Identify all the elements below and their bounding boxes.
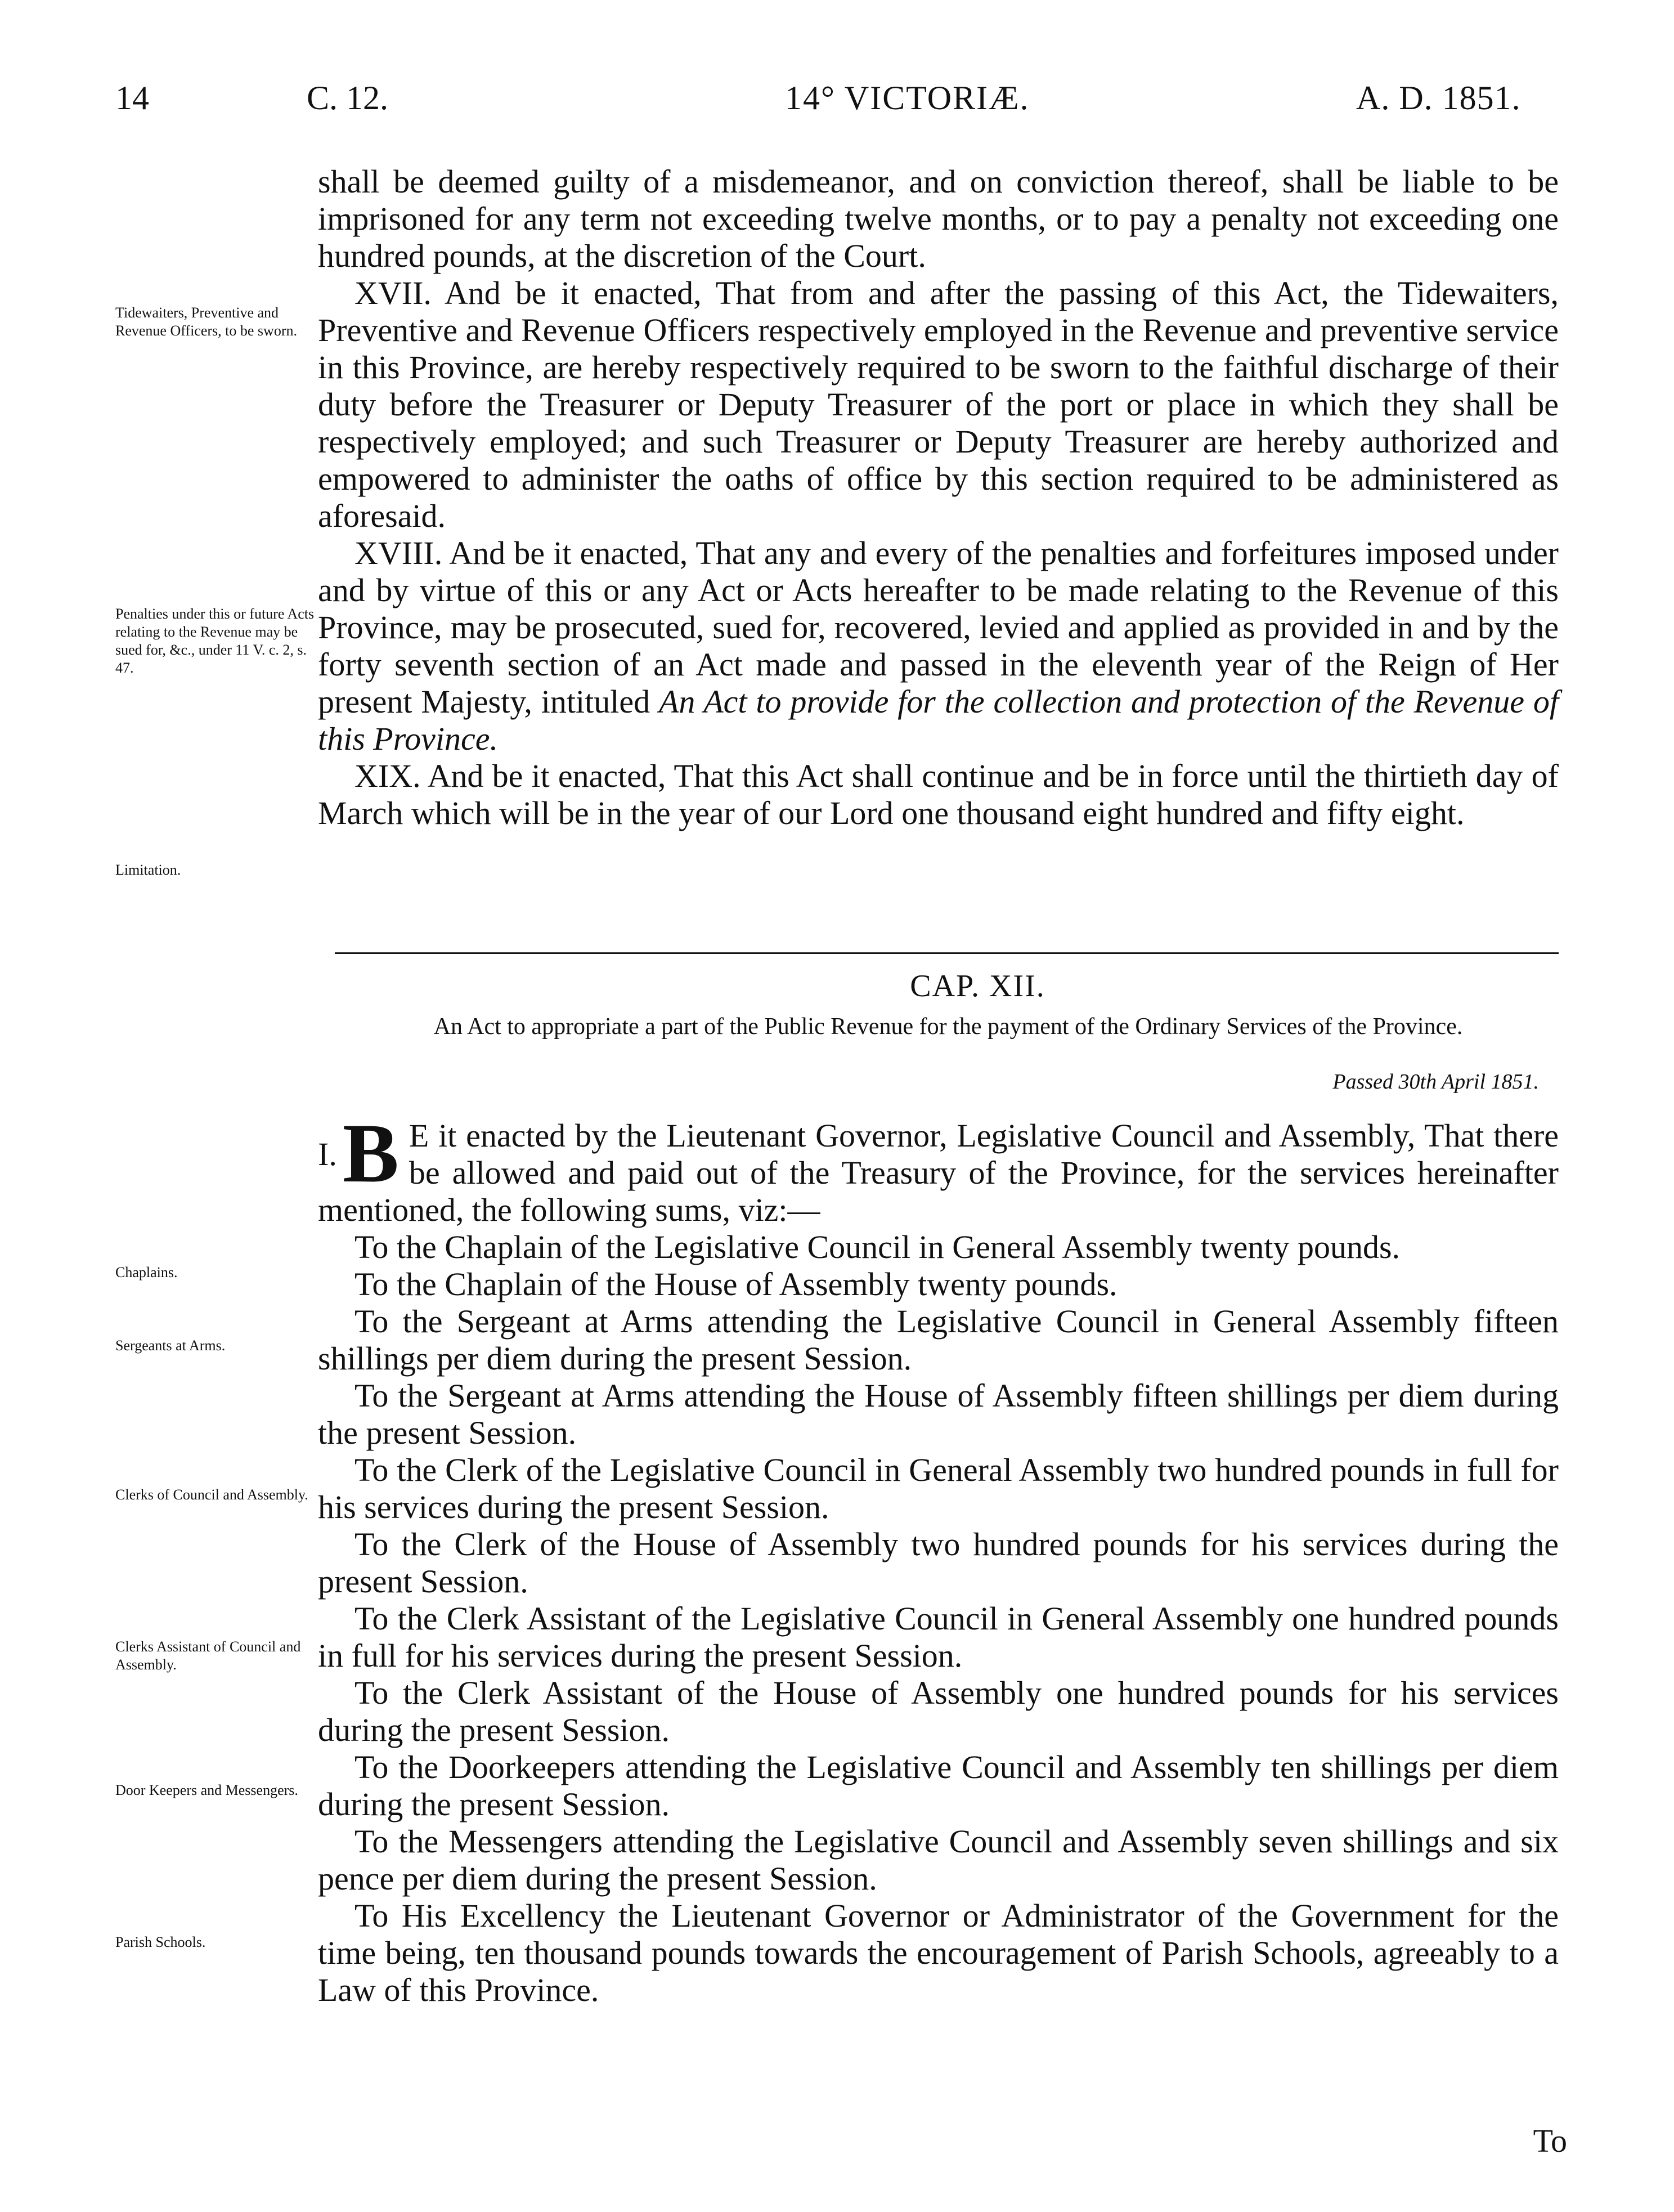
paragraph-continuation: shall be deemed guilty of a misdemeanor, and on conviction thereof, shall be liable to be imprisoned for any term not exceeding twelve months, or to pay a penalty not exceeding one hundred pounds, at the discretion of the Court. — [318, 163, 1559, 274]
chapter-heading: CAP. XII. — [910, 969, 1045, 1004]
margin-note-clerks-assistant: Clerks Assistant of Council and Assembly. — [115, 1638, 301, 1673]
item-messengers: To the Messengers attending the Legislative Council and Assembly seven shillings and six pence per diem during the present Session. — [318, 1823, 1559, 1897]
item-clerk-assistant-house: To the Clerk Assistant of the House of Assembly one hundred pounds for his services during the present Session. — [318, 1674, 1559, 1748]
margin-note-penalties: Penalties under this or future Acts relating to the Revenue may be sued for, &c., under 11 V. c. 2, s. 47. — [115, 606, 315, 676]
year-reference: A. D. 1851. — [1356, 79, 1521, 117]
section-divider — [335, 952, 1559, 954]
page-number: 14 — [115, 79, 149, 117]
upper-text-block — [318, 163, 1559, 832]
item-doorkeepers: To the Doorkeepers attending the Legislative Council and Assembly ten shillings per diem during the present Session. — [318, 1749, 1559, 1823]
section-xviii — [318, 535, 1559, 758]
running-title: 14° VICTORIÆ. — [785, 79, 1030, 117]
section-xix: XIX. And be it enacted, That this Act shall continue and be in force until the thirtieth day of March which will be in the year of our Lord one thousand eight hundred and fifty eight. — [318, 758, 1559, 831]
margin-note-sergeants: Sergeants at Arms. — [115, 1337, 226, 1354]
item-clerk-house: To the Clerk of the House of Assembly two hundred pounds for his services during the present Session. — [318, 1526, 1559, 1600]
margin-note-parish-schools: Parish Schools. — [115, 1934, 206, 1950]
section-xviii-text: XVIII. And be it enacted, That any and every of the penalties and forfeitures imposed under and by virtue of this or any Act or Acts hereafter to be made relating to the Revenue of this Province, may be prosecuted, sued for, recovered, levied and applied as provided in and by the forty seventh section of an Act made and passed in the eleventh year of the Reign of Her present Majesty, intituled — [318, 535, 1559, 720]
margin-note-chaplains: Chaplains. — [115, 1264, 178, 1280]
margin-note-tidewaiters: Tidewaiters, Preventive and Revenue Officers, to be sworn. — [115, 305, 297, 339]
chapter-reference: C. 12. — [307, 79, 389, 117]
section-label: I. — [318, 1136, 337, 1172]
act-title: An Act to appropriate a part of the Public Revenue for the payment of the Ordinary Services of the Province. — [433, 1014, 1463, 1040]
item-sergeant-council: To the Sergeant at Arms attending the Legislative Council in General Assembly fifteen shillings per diem during the present Session. — [318, 1303, 1559, 1377]
section-xvii: XVII. And be it enacted, That from and after the passing of this Act, the Tidewaiters, Preventive and Revenue Officers respectively employed in the Revenue and preventive service in this Province, are hereby respectively required to be sworn to the faithful discharge of their duty before the Treasurer or Deputy Treasurer of the port or place in which they shall be respectively employed; and such Treasurer or Deputy Treasurer are hereby authorized and empowered to administer the oaths of office by this section required to be administered as aforesaid. — [318, 275, 1559, 534]
item-chaplain-house: To the Chaplain of the House of Assembly twenty pounds. — [354, 1266, 1118, 1302]
item-chaplain-council: To the Chaplain of the Legislative Council in General Assembly twenty pounds. — [354, 1229, 1401, 1265]
item-sergeant-house: To the Sergeant at Arms attending the House of Assembly fifteen shillings per diem during the present Session. — [318, 1377, 1559, 1451]
margin-note-door-keepers: Door Keepers and Messengers. — [115, 1782, 298, 1798]
margin-note-clerks: Clerks of Council and Assembly. — [115, 1486, 308, 1503]
passed-date: Passed 30th April 1851. — [1332, 1070, 1539, 1094]
item-clerk-council: To the Clerk of the Legislative Council in General Assembly two hundred pounds in full for his services during the present Session. — [318, 1452, 1559, 1525]
catchword: To — [1533, 2123, 1567, 2159]
margin-note-limitation: Limitation. — [115, 862, 181, 878]
item-parish-schools: To His Excellency the Lieutenant Governor or Administrator of the Government for the time being, ten thousand pounds towards the encouragement of Parish Schools, agreeably to a Law of this Province. — [318, 1897, 1559, 2008]
drop-cap: B — [342, 1107, 399, 1200]
enacting-clause — [318, 1107, 1559, 1229]
cited-act-title: An Act to provide for the collection and protection of the Revenue of this Province. — [318, 683, 1559, 757]
item-clerk-assistant-council: To the Clerk Assistant of the Legislative Council in General Assembly one hundred pounds in full for his services during the present Session. — [318, 1600, 1559, 1674]
enacting-text: E it enacted by the Lieutenant Governor, Legislative Council and Assembly, That there be allowed and paid out of the Treasury of the Province, for the services hereinafter mentioned, the following sums, viz:— — [318, 1117, 1559, 1228]
lower-text-block — [318, 1107, 1559, 2009]
